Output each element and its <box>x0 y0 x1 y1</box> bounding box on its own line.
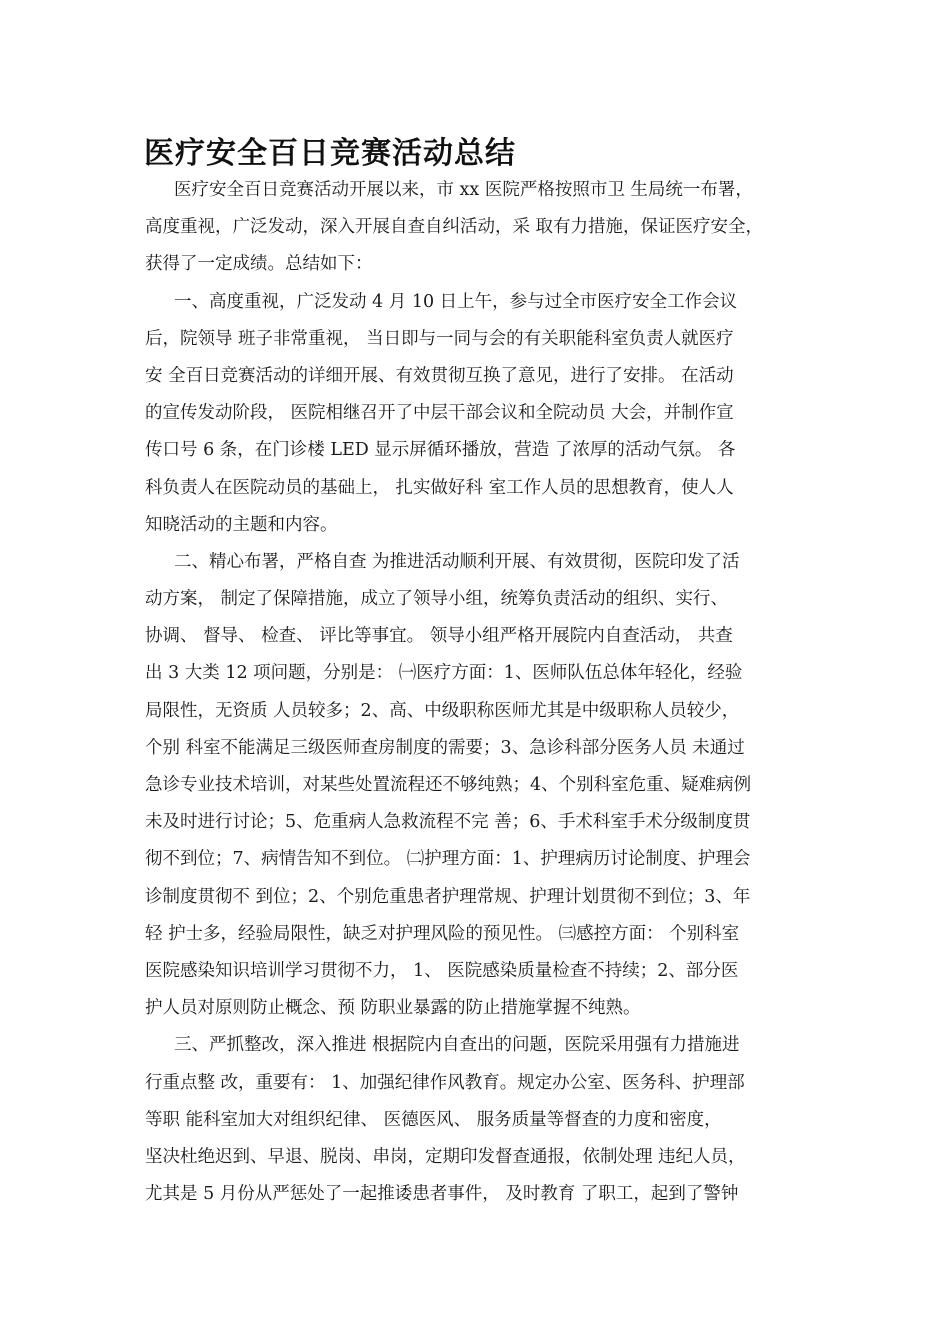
paragraph-line: 医院感染知识培训学习贯彻不力， 1、 医院感染质量检查不持续；2、部分医 <box>145 960 739 981</box>
paragraph-line: 坚决杜绝迟到、早退、脱岗、串岗，定期印发督查通报，依制处理 违纪人员， <box>145 1146 746 1167</box>
paragraph-line: 未及时进行讨论；5、危重病人急救流程不完 善；6、手术科室手术分级制度贯 <box>145 812 751 833</box>
paragraph-line: 个别 科室不能满足三级医师查房制度的需要；3、急诊科部分医务人员 未通过 <box>145 737 745 758</box>
paragraph-line: 出 3 大类 12 项问题，分别是： ㈠医疗方面：1、医师队伍总体年轻化，经验 <box>145 663 743 684</box>
paragraph-first-line: 医疗安全百日竞赛活动开展以来，市 xx 医院严格按照市卫 生局统一布署， <box>174 180 753 200</box>
paragraph-line: 安 全百日竞赛活动的详细开展、有效贯彻互换了意见，进行了安排。 在活动 <box>145 365 734 386</box>
paragraph-line: 动方案， 制定了保障措施，成立了领导小组，统筹负责活动的组织、实行、 <box>145 589 729 610</box>
paragraph-line: 轻 护士多，经验局限性，缺乏对护理风险的预见性。 ㈢感控方面： 个别科室 <box>145 923 740 944</box>
paragraph-line: 急诊专业技术培训，对某些处置流程还不够纯熟；4、个别科室危重、疑难病例 <box>145 775 752 795</box>
paragraph-line: 彻不到位；7、病情告知不到位。 ㈡护理方面：1、护理病历讨论制度、护理会 <box>145 849 751 870</box>
paragraph-line: 等职 能科室加大对组织纪律、 医德医风、 服务质量等督查的力度和密度， <box>145 1109 722 1130</box>
paragraph-line: 科负责人在医院动员的基础上， 扎实做好科 室工作人员的思想教育，使人人 <box>145 477 734 498</box>
document-body <box>145 172 825 1213</box>
document-title: 医疗安全百日竞赛活动总结 <box>144 136 516 171</box>
paragraph-line: 知晓活动的主题和内容。 <box>145 514 338 535</box>
paragraph-line: 获得了一定成绩。总结如下： <box>145 254 373 275</box>
paragraph-line: 后，院领导 班子非常重视， 当日即与一同与会的有关职能科室负责人就医疗 <box>145 328 734 349</box>
paragraph-line: 高度重视，广泛发动，深入开展自查自纠活动，采 取有力措施，保证医疗安全， <box>145 217 764 238</box>
paragraph-line: 尤其是 5 月份从严惩处了一起推诿患者事件， 及时教育 了职工，起到了警钟 <box>145 1184 739 1205</box>
paragraph-line: 诊制度贯彻不 到位；2、个别危重患者护理常规、护理计划贯彻不到位；3、年 <box>145 886 751 907</box>
paragraph-first-line: 一、高度重视，广泛发动 4 月 10 日上午，参与过全市医疗安全工作会议 <box>174 291 738 312</box>
paragraph-line: 局限性，无资质 人员较多；2、高、中级职称医师尤其是中级职称人员较少， <box>145 700 740 721</box>
paragraph-line: 传口号 6 条，在门诊楼 LED 显示屏循环播放，营造 了浓厚的活动气氛。 各 <box>145 440 736 461</box>
paragraph-first-line: 二、精心布署，严格自查 为推进活动顺利开展、有效贯彻，医院印发了活 <box>174 551 740 572</box>
paragraph-first-line: 三、严抓整改，深入推进 根据院内自查出的问题，医院采用强有力措施进 <box>174 1035 740 1056</box>
paragraph-line: 协调、 督导、 检查、 评比等事宜。 领导小组严格开展院内自查活动， 共查 <box>145 626 733 647</box>
paragraph-line: 护人员对原则防止概念、预 防职业暴露的防止措施掌握不纯熟。 <box>145 998 641 1019</box>
paragraph-line: 的宣传发动阶段， 医院相继召开了中层干部会议和全院动员 大会，并制作宣 <box>145 403 734 424</box>
paragraph-line: 行重点整 改，重要有： 1、加强纪律作风教育。规定办公室、医务科、护理部 <box>145 1072 745 1093</box>
